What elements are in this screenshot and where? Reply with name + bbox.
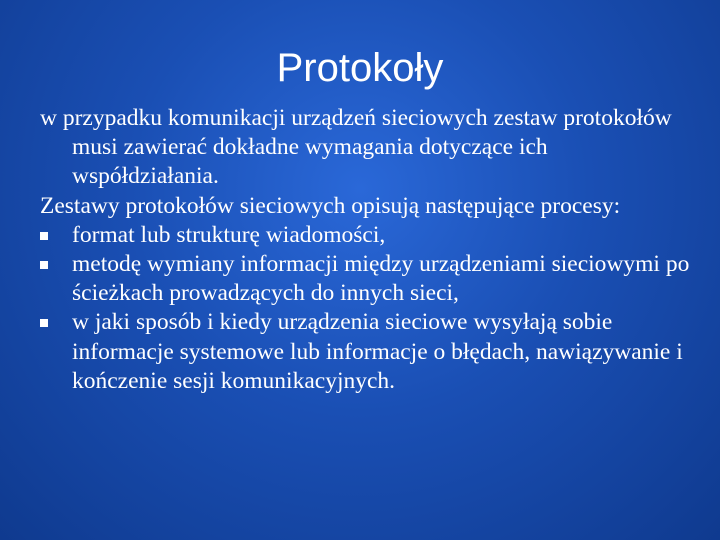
paragraph-processes: Zestawy protokołów sieciowych opisują następujące procesy:: [40, 192, 621, 219]
bullet-item: [40, 250, 690, 308]
slide-body: [40, 104, 690, 396]
bullet-text: w jaki sposób i kiedy urządzenia sieciowe wysyłają sobie informacje systemowe lub informacje o błędach, nawiązywanie i kończenie sesji komunikacyjnych.: [72, 309, 683, 394]
slide-title: Protokoły: [276, 46, 444, 90]
square-bullet-icon: [40, 319, 48, 327]
square-bullet-icon: [40, 232, 48, 240]
square-bullet-icon: [40, 261, 48, 269]
bullet-text: format lub strukturę wiadomości,: [72, 221, 386, 248]
paragraph-intro: w przypadku komunikacji urządzeń sieciowych zestaw protokołów musi zawierać dokładne wymagania dotyczące ich współdziałania.: [40, 105, 672, 190]
bullet-item: [40, 221, 690, 250]
bullet-text: metodę wymiany informacji między urządzeniami sieciowymi po ścieżkach prowadzących do innych sieci,: [72, 251, 690, 307]
bullet-item: [40, 308, 690, 396]
